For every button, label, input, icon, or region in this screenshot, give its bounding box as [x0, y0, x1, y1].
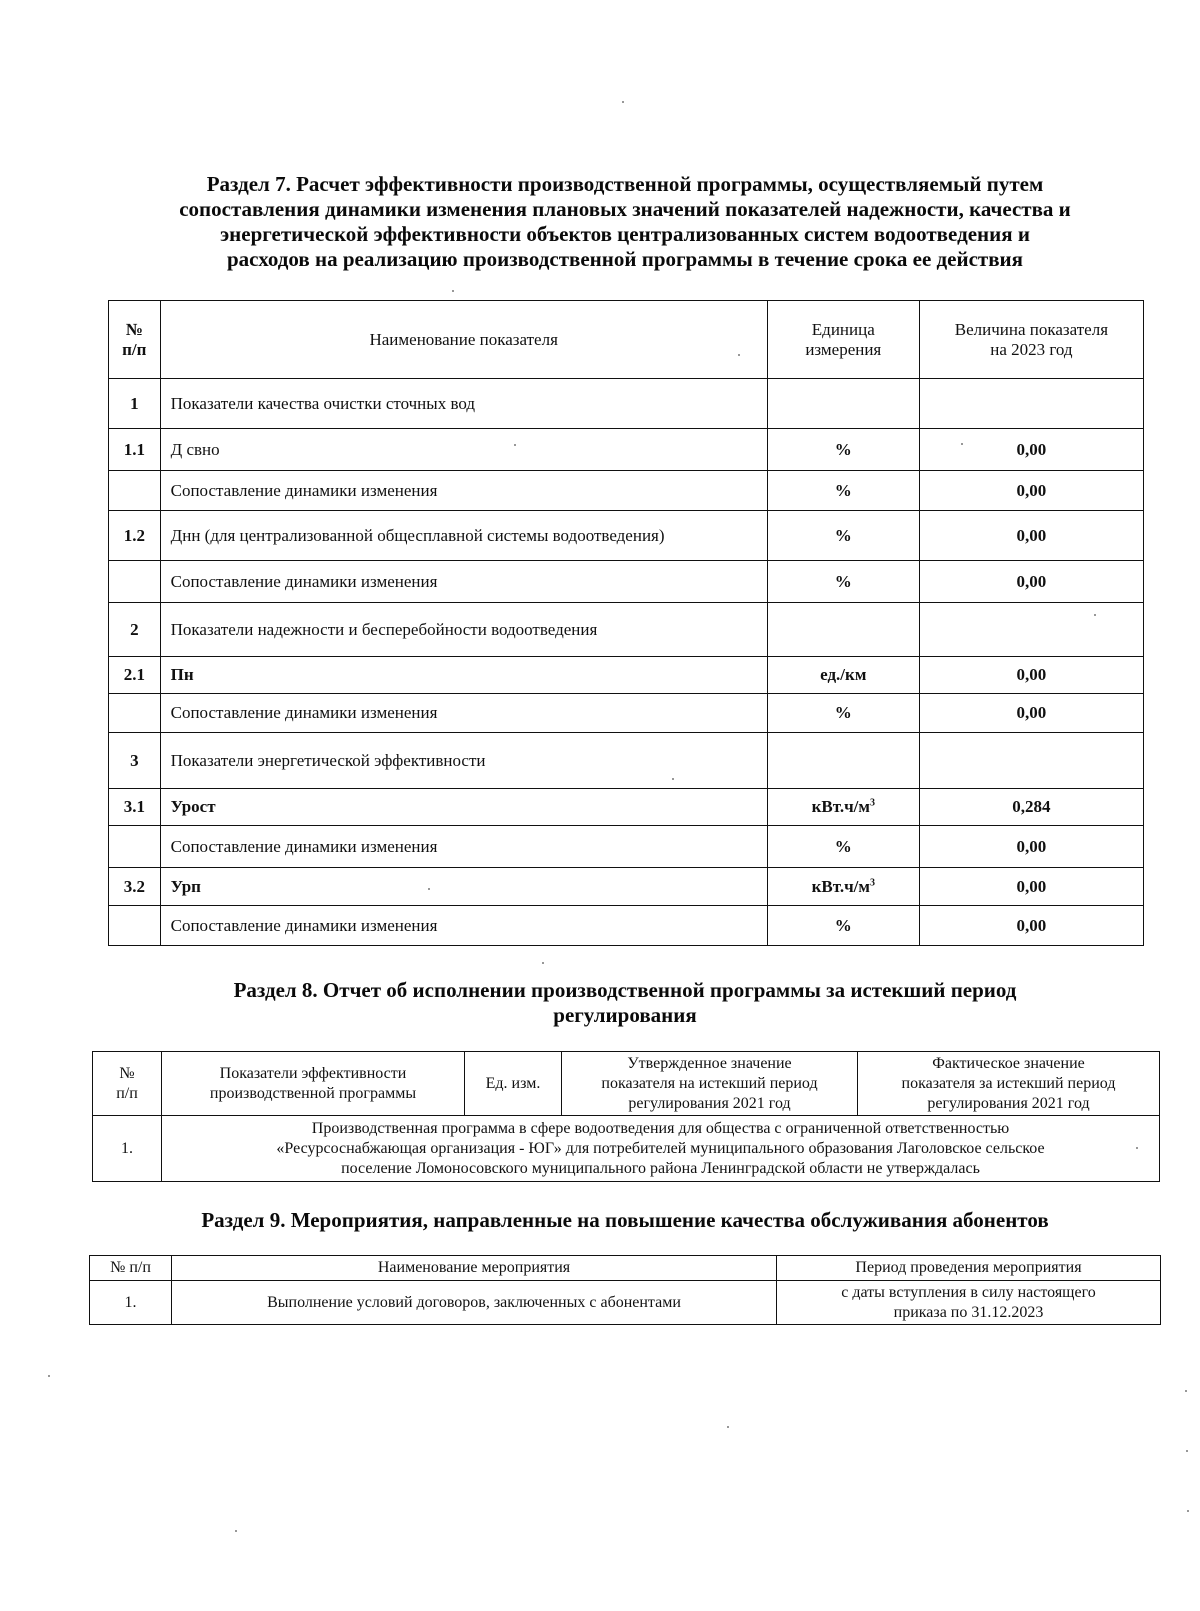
row-unit: ед./км — [767, 657, 919, 694]
scan-speck — [961, 443, 963, 445]
header-name: Наименование показателя — [160, 301, 767, 379]
row-text-line3: поселение Ломоносовского муниципального района Ленинградской области не утверждалась — [341, 1159, 980, 1177]
row-num — [109, 561, 161, 603]
header-actual-line1: Фактическое значение — [932, 1054, 1085, 1072]
row-name: Урп — [160, 868, 767, 906]
table-row — [109, 789, 1144, 826]
row-value: 0,00 — [919, 826, 1143, 868]
header-unit-line2: измерения — [805, 339, 882, 359]
row-name: Показатели качества очистки сточных вод — [160, 379, 767, 429]
header-num — [109, 301, 161, 379]
row-unit — [767, 789, 919, 826]
row-value — [919, 379, 1143, 429]
row-num: 1.2 — [109, 511, 161, 561]
scan-speck — [1185, 1390, 1187, 1392]
row-unit — [767, 733, 919, 789]
row-value — [919, 733, 1143, 789]
header-approved-line2: показателя на истекший период — [601, 1074, 818, 1092]
header-indicator — [162, 1052, 465, 1116]
section9-title — [60, 1208, 1190, 1233]
scan-speck — [738, 354, 740, 356]
row-unit — [767, 603, 919, 657]
row-unit: % — [767, 561, 919, 603]
row-period-line2: приказа по 31.12.2023 — [893, 1303, 1044, 1321]
row-name: Сопоставление динамики изменения — [160, 906, 767, 946]
header-period: Период проведения мероприятия — [777, 1256, 1161, 1281]
row-num: 3.2 — [109, 868, 161, 906]
scan-speck — [542, 962, 544, 964]
row-text-line2: «Ресурсоснабжающая организация - ЮГ» для потребителей муниципального образования Лаголовское сельское — [276, 1139, 1045, 1157]
row-unit — [767, 868, 919, 906]
row-value: 0,00 — [919, 511, 1143, 561]
header-value-line1: Величина показателя — [954, 319, 1109, 339]
scan-speck — [48, 1375, 50, 1377]
table-row — [109, 868, 1144, 906]
header-actual-line2: показателя за истекший период — [901, 1074, 1116, 1092]
row-num: 2 — [109, 603, 161, 657]
row-unit-text: кВт.ч/м — [811, 797, 870, 816]
header-unit — [767, 301, 919, 379]
table-row — [109, 826, 1144, 868]
header-approved-line1: Утвержденное значение — [627, 1054, 792, 1072]
scan-speck — [1094, 614, 1096, 616]
table-row — [109, 603, 1144, 657]
row-value — [919, 603, 1143, 657]
section8-header-row — [93, 1052, 1160, 1116]
row-unit: % — [767, 906, 919, 946]
row-name: Сопоставление динамики изменения — [160, 694, 767, 733]
header-indicator-line1: Показатели эффективности — [219, 1064, 407, 1082]
table-row — [109, 657, 1144, 694]
table-row — [109, 733, 1144, 789]
header-approved — [562, 1052, 858, 1116]
row-unit: % — [767, 694, 919, 733]
row-num: 1 — [109, 379, 161, 429]
header-num-line2: п/п — [122, 339, 147, 359]
row-unit-text: кВт.ч/м — [811, 876, 870, 896]
row-num: 2.1 — [109, 657, 161, 694]
row-num — [109, 471, 161, 511]
scan-speck — [672, 778, 674, 780]
header-value — [919, 301, 1143, 379]
table-row — [109, 471, 1144, 511]
table-row — [90, 1281, 1161, 1325]
scan-speck — [1187, 1510, 1189, 1512]
header-value-line2: на 2023 год — [990, 339, 1073, 359]
row-name: Сопоставление динамики изменения — [160, 471, 767, 511]
section8-title-line-1: Раздел 8. Отчет об исполнении производственной программы за истекший период — [233, 978, 1017, 1002]
table-row — [109, 906, 1144, 946]
section8-title-line-2: регулирования — [553, 1003, 697, 1027]
scan-speck — [1186, 1450, 1188, 1452]
section7-title-line-3: энергетической эффективности объектов централизованных систем водоотведения и — [220, 222, 1030, 246]
row-unit: % — [767, 511, 919, 561]
row-period-line1: с даты вступления в силу настоящего — [841, 1283, 1096, 1301]
row-name: Показатели надежности и бесперебойности водоотведения — [160, 603, 767, 657]
row-num: 3 — [109, 733, 161, 789]
row-name: Сопоставление динамики изменения — [160, 561, 767, 603]
header-actual-line3: регулирования 2021 год — [927, 1094, 1090, 1112]
header-num: № п/п — [90, 1256, 172, 1281]
row-value: 0,00 — [919, 471, 1143, 511]
row-num — [109, 826, 161, 868]
row-period — [777, 1281, 1161, 1325]
section9-header-row — [90, 1256, 1161, 1281]
scan-speck — [452, 290, 454, 292]
row-name: Урост — [160, 789, 767, 826]
row-name: Днн (для централизованной общесплавной системы водоотведения) — [160, 511, 767, 561]
row-unit: % — [767, 471, 919, 511]
row-value: 0,284 — [919, 789, 1143, 826]
section8-table — [92, 1051, 1160, 1182]
row-unit: % — [767, 826, 919, 868]
scan-speck — [1136, 1147, 1138, 1149]
row-value: 0,00 — [919, 561, 1143, 603]
scan-speck — [622, 101, 624, 103]
section7-header-row — [109, 301, 1144, 379]
table-row — [109, 561, 1144, 603]
header-unit: Ед. изм. — [465, 1052, 562, 1116]
row-value: 0,00 — [919, 906, 1143, 946]
row-name: Выполнение условий договоров, заключенных с абонентами — [172, 1281, 777, 1325]
table-row — [109, 379, 1144, 429]
section7-title-line-2: сопоставления динамики изменения плановых значений показателей надежности, качества и — [179, 197, 1071, 221]
section9-title-line: Раздел 9. Мероприятия, направленные на повышение качества обслуживания абонентов — [201, 1208, 1049, 1232]
row-name: Показатели энергетической эффективности — [160, 733, 767, 789]
row-name: Сопоставление динамики изменения — [160, 826, 767, 868]
header-num-line2: п/п — [116, 1084, 138, 1102]
row-num — [109, 694, 161, 733]
row-name: Пн — [160, 657, 767, 694]
header-name: Наименование мероприятия — [172, 1256, 777, 1281]
row-unit — [767, 379, 919, 429]
table-row — [109, 694, 1144, 733]
table-row — [109, 511, 1144, 561]
header-num — [93, 1052, 162, 1116]
header-approved-line3: регулирования 2021 год — [628, 1094, 791, 1112]
row-value: 0,00 — [919, 657, 1143, 694]
table-row — [109, 429, 1144, 471]
header-num-line1: № — [125, 319, 143, 339]
row-value: 0,00 — [919, 429, 1143, 471]
row-num: 3.1 — [109, 789, 161, 826]
scan-speck — [727, 1426, 729, 1428]
row-unit-sup: 3 — [869, 797, 875, 809]
header-unit-line1: Единица — [811, 319, 875, 339]
row-text — [162, 1116, 1160, 1182]
row-value: 0,00 — [919, 694, 1143, 733]
section7-table — [108, 300, 1144, 946]
section7-title — [100, 172, 1150, 272]
row-num: 1.1 — [109, 429, 161, 471]
row-unit: % — [767, 429, 919, 471]
section8-title — [100, 978, 1150, 1028]
row-num: 1. — [93, 1116, 162, 1182]
section9-table — [89, 1255, 1161, 1325]
row-num: 1. — [90, 1281, 172, 1325]
row-name: Д свно — [160, 429, 767, 471]
header-indicator-line2: производственной программы — [209, 1084, 417, 1102]
scan-speck — [514, 444, 516, 446]
table-row — [93, 1116, 1160, 1182]
row-num — [109, 906, 161, 946]
header-actual — [858, 1052, 1160, 1116]
section7-title-line-4: расходов на реализацию производственной программы в течение срока ее действия — [226, 247, 1024, 271]
scan-speck — [428, 888, 430, 890]
row-unit-sup: 3 — [869, 876, 875, 888]
header-num-line1: № — [119, 1064, 135, 1082]
scan-speck — [235, 1530, 237, 1532]
section7-title-line-1: Раздел 7. Расчет эффективности производственной программы, осуществляемый путем — [206, 172, 1044, 196]
row-text-line1: Производственная программа в сфере водоотведения для общества с ограниченной ответственностью — [311, 1119, 1010, 1137]
row-value: 0,00 — [919, 868, 1143, 906]
